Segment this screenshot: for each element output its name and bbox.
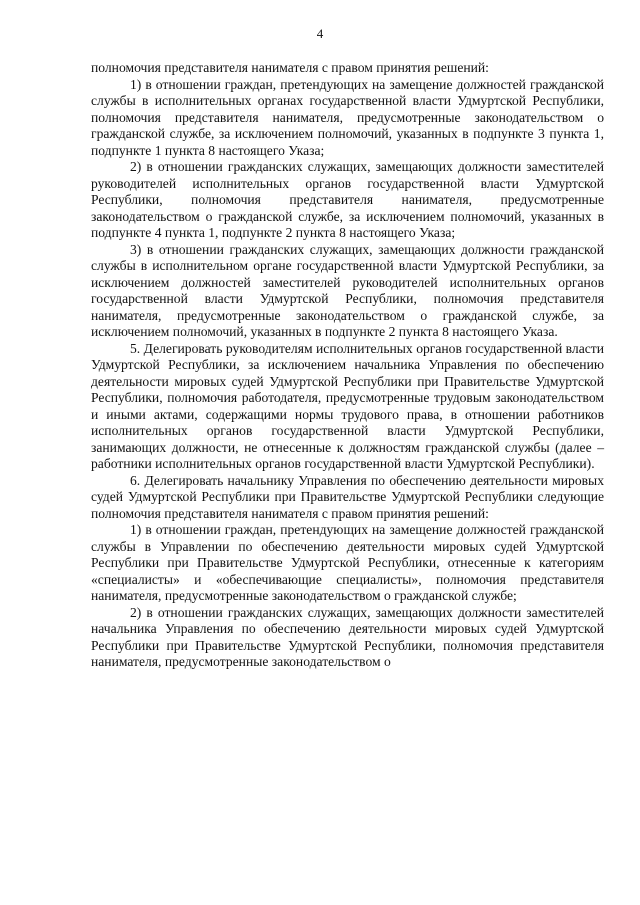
paragraph-6: 6. Делегировать начальнику Управления по обеспечению деятельности мировых судей Удмуртской Республики при Правительстве Удмуртской Республики следующие полномочия представителя нанимателя с правом принятия решений:: [91, 472, 604, 521]
paragraph-4-3: 3) в отношении гражданских служащих, замещающих должности гражданской службы в исполнительном органе государственной власти Удмуртской Республики, за исключением должностей заместителей руководителей исполнительных органов государственной власти Удмуртской Республики, полномочия представителя нанимателя, предусмотренные законодательством о гражданской службе, за исключением полномочий, указанных в подпункте 2 пункта 8 настоящего Указа.: [91, 241, 604, 339]
paragraph-5: 5. Делегировать руководителям исполнительных органов государственной власти Удмуртской Республики, за исключением начальника Управления по обеспечению деятельности мировых судей Удмуртской Республики при Правительстве Удмуртской Республики, полномочия работодателя, предусмотренные трудовым законодательством и иными актами, содержащими нормы трудового права, в отношении работников исполнительных органов государственной власти Удмуртской Республики, занимающих должности, не отнесенные к должностям гражданской службы (далее – работники исполнительных органов государственной власти Удмуртской Республики).: [91, 340, 604, 471]
paragraph-4-1: 1) в отношении граждан, претендующих на замещение должностей гражданской службы в исполнительных органах государственной власти Удмуртской Республики, полномочия представителя нанимателя, предусмотренные законодательством о гражданской службе, за исключением полномочий, указанных в подпункте 3 пункта 1, подпункте 1 пункта 8 настоящего Указа;: [91, 76, 604, 158]
paragraph-continuation: полномочия представителя нанимателя с правом принятия решений:: [91, 60, 489, 75]
document-body: [91, 60, 604, 671]
paragraph-6-2: 2) в отношении гражданских служащих, замещающих должности заместителей начальника Управления по обеспечению деятельности мировых судей Удмуртской Республики при Правительстве Удмуртской Республики, полномочия представителя нанимателя, предусмотренные законодательством о: [91, 604, 604, 669]
page-number: 4: [316, 26, 324, 41]
paragraph-4-2: 2) в отношении гражданских служащих, замещающих должности заместителей руководителей исполнительных органов государственной власти Удмуртской Республики, полномочия представителя нанимателя, предусмотренные законодательством о гражданской службе, за исключением полномочий, указанных в подпункте 4 пункта 1, подпункте 2 пункта 8 настоящего Указа;: [91, 159, 604, 240]
paragraph-6-1: 1) в отношении граждан, претендующих на замещение должностей гражданской службы в Управлении по обеспечению деятельности мировых судей Удмуртской Республики при Правительстве Удмуртской Республики, отнесенные к категориям «специалисты» и «обеспечивающие специалисты», полномочия представителя нанимателя, предусмотренные законодательством о гражданской службе;: [91, 522, 604, 603]
